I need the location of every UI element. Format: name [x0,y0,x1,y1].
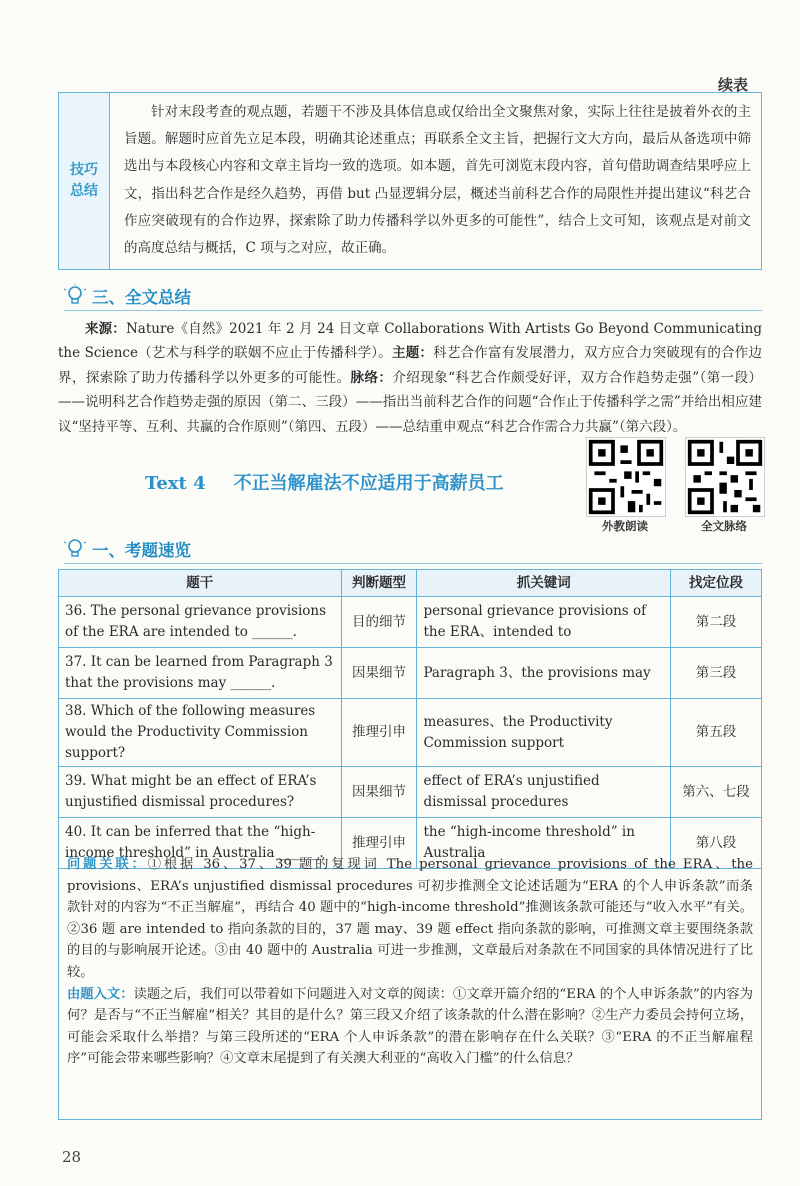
table-row [59,648,762,699]
text4-title [145,469,504,495]
question-stem: 39. What might be an effect of ERA’s unjustified dismissal procedures? [59,767,342,818]
column-header: 找定位段 [671,570,762,597]
question-link-label: 问题关联： [67,857,148,872]
question-keywords: personal grievance provisions of the ERA、intended to [417,597,671,648]
table-row [59,699,762,767]
tip-text: 针对末段考查的观点题，若题干不涉及具体信息或仅给出全文聚焦对象，实际上往往是披着外衣的主旨题。解题时应首先立足本段，明确其论述重点；再联系全文主旨，把握行文大方向，最后从备选项中筛选出与本段核心内容和文章主旨均一致的选项。如本题，首先可浏览末段内容，首句借助调查结果呼应上文，指出科艺合作是经久趋势，再借 but 凸显逻辑分层，概述当前科艺合作的局限性并提出建议“科艺合作应突破现有的合作边界，探索除了助力传播科学以外更多的可能性”，结合上文可知，该观点是对前文的高度总结与概括，C 项与之对应，故正确。 [124,104,751,257]
question-keywords: Paragraph 3、the provisions may [417,648,671,699]
question-type: 因果细节 [341,648,417,699]
question-location: 第六、七段 [671,767,762,818]
text4-label: Text 4 [145,473,206,494]
question-keywords: effect of ERA’s unjustified dismissal procedures [417,767,671,818]
column-header: 抓关键词 [417,570,671,597]
tip-label [59,93,110,269]
column-header: 判断题型 [341,570,417,597]
lightbulb-icon [64,537,86,561]
question-notes [58,852,762,1120]
source-label: 来源： [85,321,126,337]
tip-summary-box [58,92,762,270]
qr-label-outline: 全文脉络 [701,519,747,533]
text4-heading: 不正当解雇法不应适用于高薪员工 [233,473,504,494]
column-header: 题干 [59,570,342,597]
question-stem: 37. It can be learned from Paragraph 3 that the provisions may ______. [59,648,342,699]
section3-header [64,282,762,311]
theme-text: 科艺合作富有发展潜力，双方应合力突破现有的合作边界，探索除了助力传播科学以外更多的可能性。 [58,345,763,386]
question-keywords: measures、the Productivity Commission support [417,699,671,767]
question-location: 第二段 [671,597,762,648]
question-type: 推理引申 [341,818,417,869]
summary-paragraph [58,317,762,439]
question-link-note [67,854,753,984]
question-type: 推理引申 [341,699,417,767]
question-keywords: the “high-income threshold” in Australia [417,818,671,869]
tip-label-line2: 总结 [70,183,98,199]
table-row [59,597,762,648]
table-header-row [59,570,762,597]
context-text: 介绍现象“科艺合作颇受好评，双方合作趋势走强”（第一段）——说明科艺合作趋势走强的原因（第二、三段）——指出当前科艺合作的问题“合作止于传播科学之需”并给出相应建议“坚持平等、互利、共赢的合作原则”（第四、五段）——总结重申观点“科艺合作需合力共赢”（第六段）。 [58,369,763,435]
context-label: 脉络： [350,369,393,386]
qr-code-outline-icon[interactable] [685,437,765,517]
reading-intro-note [67,984,753,1070]
section1-header [64,535,762,564]
continued-table-label: 续表 [717,76,748,94]
qr-code-reading-icon[interactable] [586,437,666,517]
lightbulb-icon [64,284,86,308]
question-location: 第三段 [671,648,762,699]
reading-intro-text: 读题之后，我们可以带着如下问题进入对文章的阅读：①文章开篇介绍的“ERA 的个人申诉条款”的内容为何？是否与“不正当解雇”相关？其目的是什么？第三段又介绍了该条款的什么潜在影响？②生产力委员会持何立场，可能会采取什么举措？与第三段所述的“ERA 个人申诉条款”的潜在影响存在什么关联？③“ERA 的不正当解雇程序”可能会带来哪些影响？④文章末尾提到了有关澳大利亚的“高收入门槛”的什么信息？ [67,986,753,1067]
source-text: Nature《自然》2021 年 2 月 24 日文章 Collaborations With Artists Go Beyond Communicating the Science（艺术与科学的联姻不应止于传播科学）。 [58,321,763,362]
section1-title: 一、考题速览 [92,541,191,560]
question-stem: 36. The personal grievance provisions of the ERA are intended to ______. [59,597,342,648]
theme-label: 主题： [391,345,434,362]
tip-label-line1: 技巧 [70,162,98,178]
question-location: 第八段 [671,818,762,869]
page-number: 28 [62,1148,82,1166]
question-location: 第五段 [671,699,762,767]
qr-label-reading: 外教朗读 [602,519,648,533]
question-table [58,569,762,869]
reading-intro-label: 由题入文： [67,986,134,1002]
section3-title: 三、全文总结 [92,288,191,307]
question-link-text: ①根据 36、37、39 题的复现词 The personal grievance provisions of the ERA、the provisions、ERA’s unjustified dismissal procedures 可初步推测全文论述话题为“ERA 的个人申诉条款”而条款针对的内容为“不正当解雇”，再结合 40 题中的“high-income threshold”推测该条款可能还与“收入水平”有关。②36 题 are intended to 指向条款的目的，37 题 may、39 题 effect 指向条款的影响，可推测文章主要围绕条款的目的与影响展开论述。③由 40 题中的 Australia 可进一步推测，文章最后对条款在不同国家的具体情况进行了比较。 [67,857,753,980]
question-type: 目的细节 [341,597,417,648]
question-stem: 38. Which of the following measures would the Productivity Commission support? [59,699,342,767]
table-row [59,767,762,818]
question-stem: 40. It can be inferred that the “high-income threshold” in Australia ______. [59,818,342,869]
question-type: 因果细节 [341,767,417,818]
